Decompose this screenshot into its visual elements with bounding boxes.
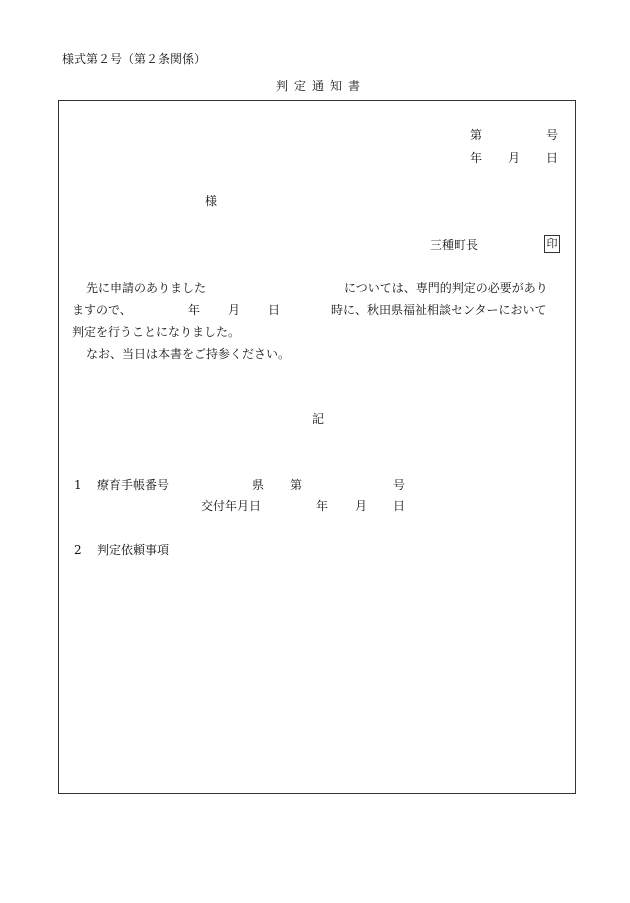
body-line1-b: については、専門的判定の必要があり: [344, 281, 548, 295]
header-year: 年: [470, 151, 483, 165]
body-line3: 判定を行うことになりました。: [72, 325, 241, 339]
item1-label: 療育手帳番号: [97, 478, 170, 492]
body-line2-a: ますので、: [72, 303, 132, 317]
body-line2-day: 日: [268, 303, 281, 317]
issuer: 三種町長: [430, 238, 479, 252]
item1-issue-date-label: 交付年月日: [201, 499, 262, 513]
body-line2-month: 月: [228, 303, 241, 317]
body-line4: なお、当日は本書をご持参ください。: [86, 347, 291, 361]
header-day: 日: [546, 151, 559, 165]
header-month: 月: [508, 151, 521, 165]
item1-year: 年: [316, 499, 329, 513]
body-line2-b: 時に、秋田県福祉相談センターにおいて: [331, 303, 547, 317]
item1-number: 1: [74, 478, 82, 492]
item1-day: 日: [393, 499, 406, 513]
body-line2-year: 年: [188, 303, 201, 317]
item1-go: 号: [393, 478, 406, 492]
ki-mark: 記: [312, 412, 325, 426]
document-frame: [58, 100, 576, 794]
item2-label: 判定依頼事項: [97, 543, 170, 557]
document-title: 判定通知書: [276, 79, 367, 93]
item1-dai: 第: [290, 478, 303, 492]
addressee-suffix: 様: [205, 194, 218, 208]
number-prefix: 第: [470, 128, 483, 142]
body-line1-a: 先に申請のありました: [86, 281, 207, 295]
number-suffix: 号: [546, 128, 559, 142]
seal-mark: 印: [544, 235, 560, 253]
form-label: 様式第２号（第２条関係）: [62, 52, 207, 66]
item1-month: 月: [355, 499, 368, 513]
item2-number: 2: [74, 543, 82, 557]
item1-prefecture: 県: [252, 478, 265, 492]
